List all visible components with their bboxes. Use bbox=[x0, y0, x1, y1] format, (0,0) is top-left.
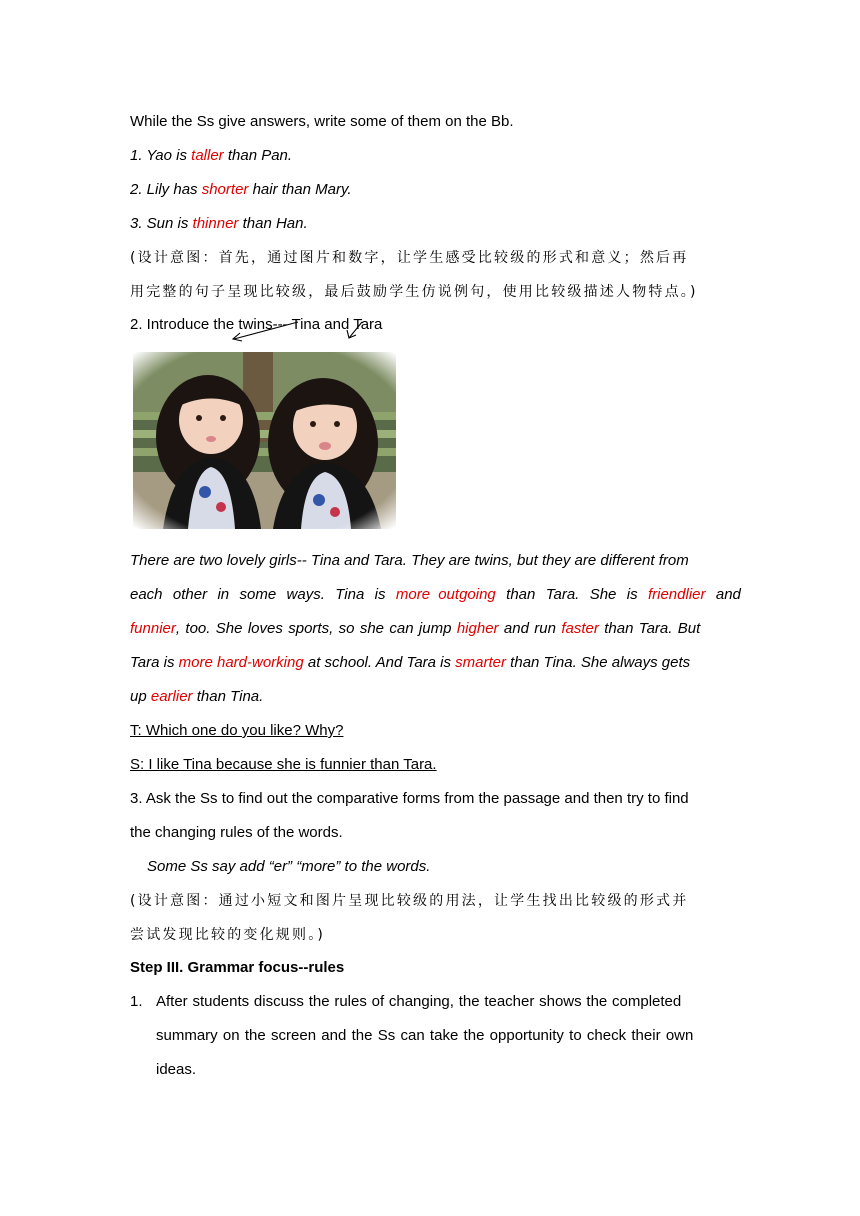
passage-line-5 bbox=[130, 687, 730, 707]
section-heading: Step III. Grammar focus--rules bbox=[130, 959, 345, 976]
example-text: 1. Yao is bbox=[130, 147, 192, 164]
list-number: 1. bbox=[130, 993, 143, 1010]
comparative-word: more outgoing bbox=[395, 586, 496, 603]
comparative-word: more hard-working bbox=[178, 654, 304, 671]
passage-text: than Tara. She is bbox=[495, 586, 648, 603]
passage-text: each other in some ways. Tina is bbox=[130, 586, 396, 603]
example-text: 2. Lily has bbox=[130, 181, 202, 198]
comparative-word: smarter bbox=[455, 654, 507, 671]
step-item-3-line-2: the changing rules of the words. bbox=[130, 824, 343, 841]
passage-line-2 bbox=[130, 585, 741, 605]
passage-text: than Tina. She always gets bbox=[506, 654, 691, 671]
passage-text: Tara is bbox=[130, 654, 179, 671]
comparative-word: friendlier bbox=[647, 586, 706, 603]
passage-text: There are two lovely girls-- Tina and Tara. They are twins, but they are different from bbox=[130, 552, 689, 569]
example-text: than Han. bbox=[238, 215, 308, 232]
design-note-1-line-2: 用完整的句子呈现比较级，最后鼓励学生仿说例句，使用比较级描述人物特点。) bbox=[130, 284, 698, 300]
passage-line-3 bbox=[130, 619, 730, 639]
passage-line-1 bbox=[130, 551, 730, 571]
comparative-word: higher bbox=[456, 620, 499, 637]
example-text: than Pan. bbox=[223, 147, 293, 164]
comparative-word: earlier bbox=[150, 688, 193, 705]
arrow-to-left-girl bbox=[234, 322, 298, 339]
twins-photo bbox=[133, 352, 396, 529]
step-item-3-line-3: Some Ss say add “er” “more” to the words. bbox=[147, 858, 431, 875]
introduce-prefix: 2. Introduce the bbox=[130, 316, 239, 333]
passage-text: up bbox=[130, 688, 151, 705]
passage-text: than Tara. But bbox=[598, 620, 701, 637]
intro-line: While the Ss give answers, write some of them on the Bb. bbox=[130, 113, 514, 130]
comparative-word: faster bbox=[561, 620, 599, 637]
example-text: 3. Sun is bbox=[130, 215, 193, 232]
comparative-word: funnier bbox=[130, 620, 176, 637]
passage-text: and run bbox=[498, 620, 562, 637]
passage-text: at school. And Tara is bbox=[303, 654, 456, 671]
design-note-1-line-1: (设计意图：首先，通过图片和数字，让学生感受比较级的形式和意义；然后再 bbox=[130, 250, 689, 266]
design-note-2-line-1: (设计意图：通过小短文和图片呈现比较级的用法，让学生找出比较级的形式并 bbox=[130, 893, 689, 909]
example-text: hair than Mary. bbox=[248, 181, 352, 198]
design-note-2-line-2: 尝试发现比较的变化规则。) bbox=[130, 927, 326, 943]
passage-text: , too. She loves sports, so she can jump bbox=[175, 620, 457, 637]
teacher-question: T: Which one do you like? Why? bbox=[130, 722, 344, 739]
comparative-word: shorter bbox=[201, 181, 249, 198]
student-answer: S: I like Tina because she is funnier than Tara. bbox=[130, 756, 437, 773]
passage-text: than Tina. bbox=[192, 688, 264, 705]
list-item-line-3: ideas. bbox=[156, 1061, 197, 1078]
passage-line-4 bbox=[130, 653, 730, 673]
passage-text: and bbox=[705, 586, 741, 603]
comparative-word: thinner bbox=[192, 215, 239, 232]
comparative-word: taller bbox=[191, 147, 224, 164]
step-item-3-line-1: 3. Ask the Ss to find out the comparative forms from the passage and then try to find bbox=[130, 790, 689, 807]
list-item-line-2: summary on the screen and the Ss can take the opportunity to check their own bbox=[156, 1027, 694, 1044]
introduce-rest: --- Tina and Tara bbox=[272, 316, 383, 333]
twins-word: twins bbox=[238, 316, 273, 333]
list-item-line-1: After students discuss the rules of changing, the teacher shows the completed bbox=[156, 993, 682, 1010]
